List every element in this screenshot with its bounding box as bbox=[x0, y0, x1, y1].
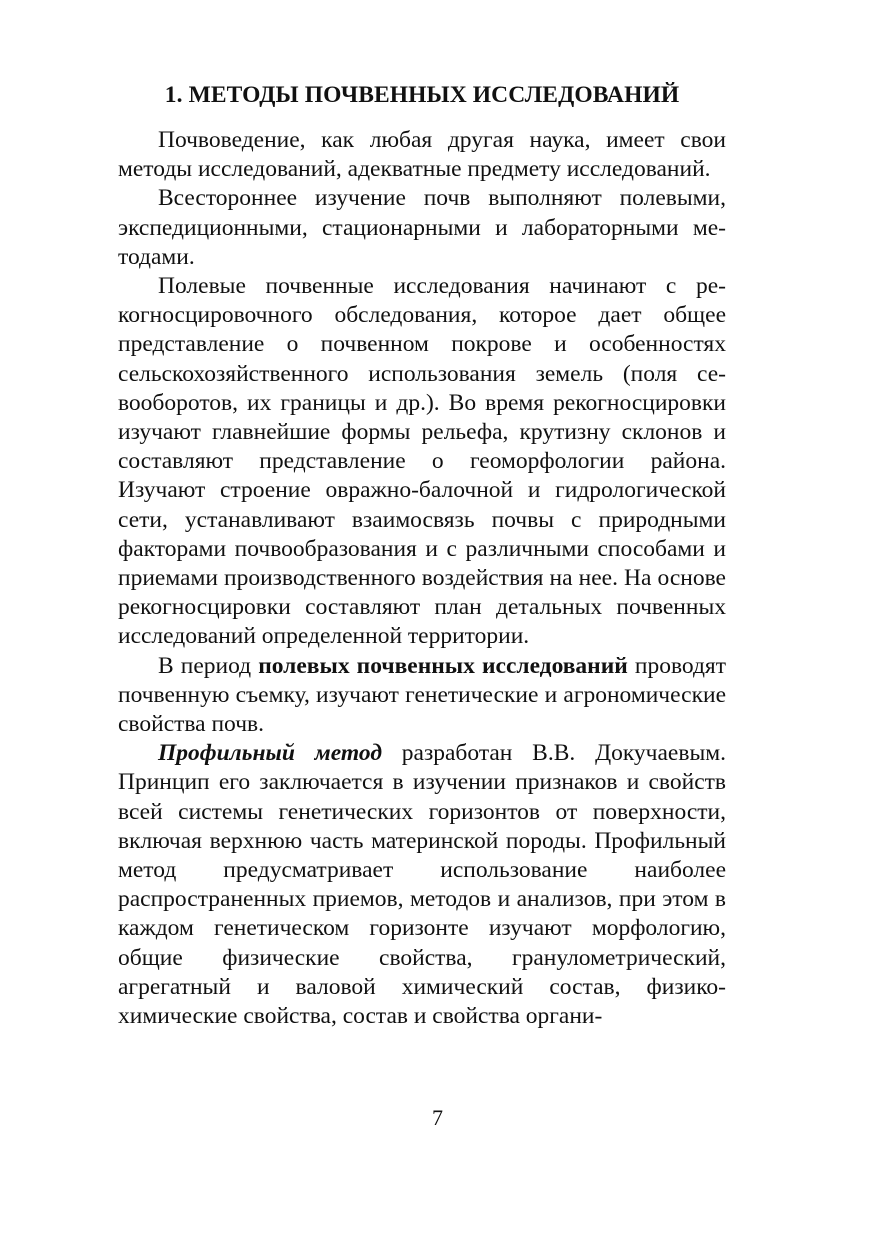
profile-method-term: Профильный метод bbox=[158, 740, 382, 767]
paragraph-field-research bbox=[118, 652, 726, 740]
paragraph-profile-method bbox=[118, 739, 726, 1031]
paragraph-reconnaissance: Полевые почвенные исследования начинают с рекогносцировочного обследования, которое дает общее представление о почвенном покрове и особенностях сельскохозяйственного использования земель (поля севооборотов, их границы и др.). Во время рекогносцировки изучают главнейшие формы рельефа, крутизну склонов и составляют представление о геоморфологии района. Изучают строение овражно-балочной и гидрологической сети, устанавливают взаимосвязь почвы с природными факторами почвообразования и с различными способами и приемами производственного воздействия на нее. На основе рекогносцировки составляют план детальных почвенных исследований определенной территории. bbox=[118, 273, 726, 650]
profile-method-text: разработан В.В. Докучаевым. Принцип его заключается в изучении признаков и свойств всей системы генетических горизонтов от поверхности, включая верхнюю часть материнской породы. Профильный метод предусматривает использование наиболее распространенных приемов, методов и анализов, при этом в каждом генетическом горизонте изучают морфологию, общие физические свойства, гранулометрический, агрегатный и валовой химический состав, физико-химические свойства, состав и свойства органи- bbox=[118, 740, 726, 1030]
paragraph-methods-overview: Всестороннее изучение почв выполняют полевыми, экспедиционными, стационарными и лабораторными методами. bbox=[118, 185, 726, 270]
paragraph-intro: Почвоведение, как любая другая наука, имеет свои методы исследований, адекватные предмету исследований. bbox=[118, 127, 726, 183]
field-research-text-end: проводят почвенную съемку, изучают генетические и агрономические свойства почв. bbox=[118, 652, 726, 738]
page-content bbox=[118, 80, 726, 1031]
field-research-text-start: В период bbox=[158, 652, 259, 679]
section-title: 1. МЕТОДЫ ПОЧВЕННЫХ ИССЛЕДОВАНИЙ bbox=[164, 82, 680, 108]
page-number: 7 bbox=[432, 1105, 443, 1130]
field-research-term: полевых почвенных исследований bbox=[258, 652, 628, 679]
